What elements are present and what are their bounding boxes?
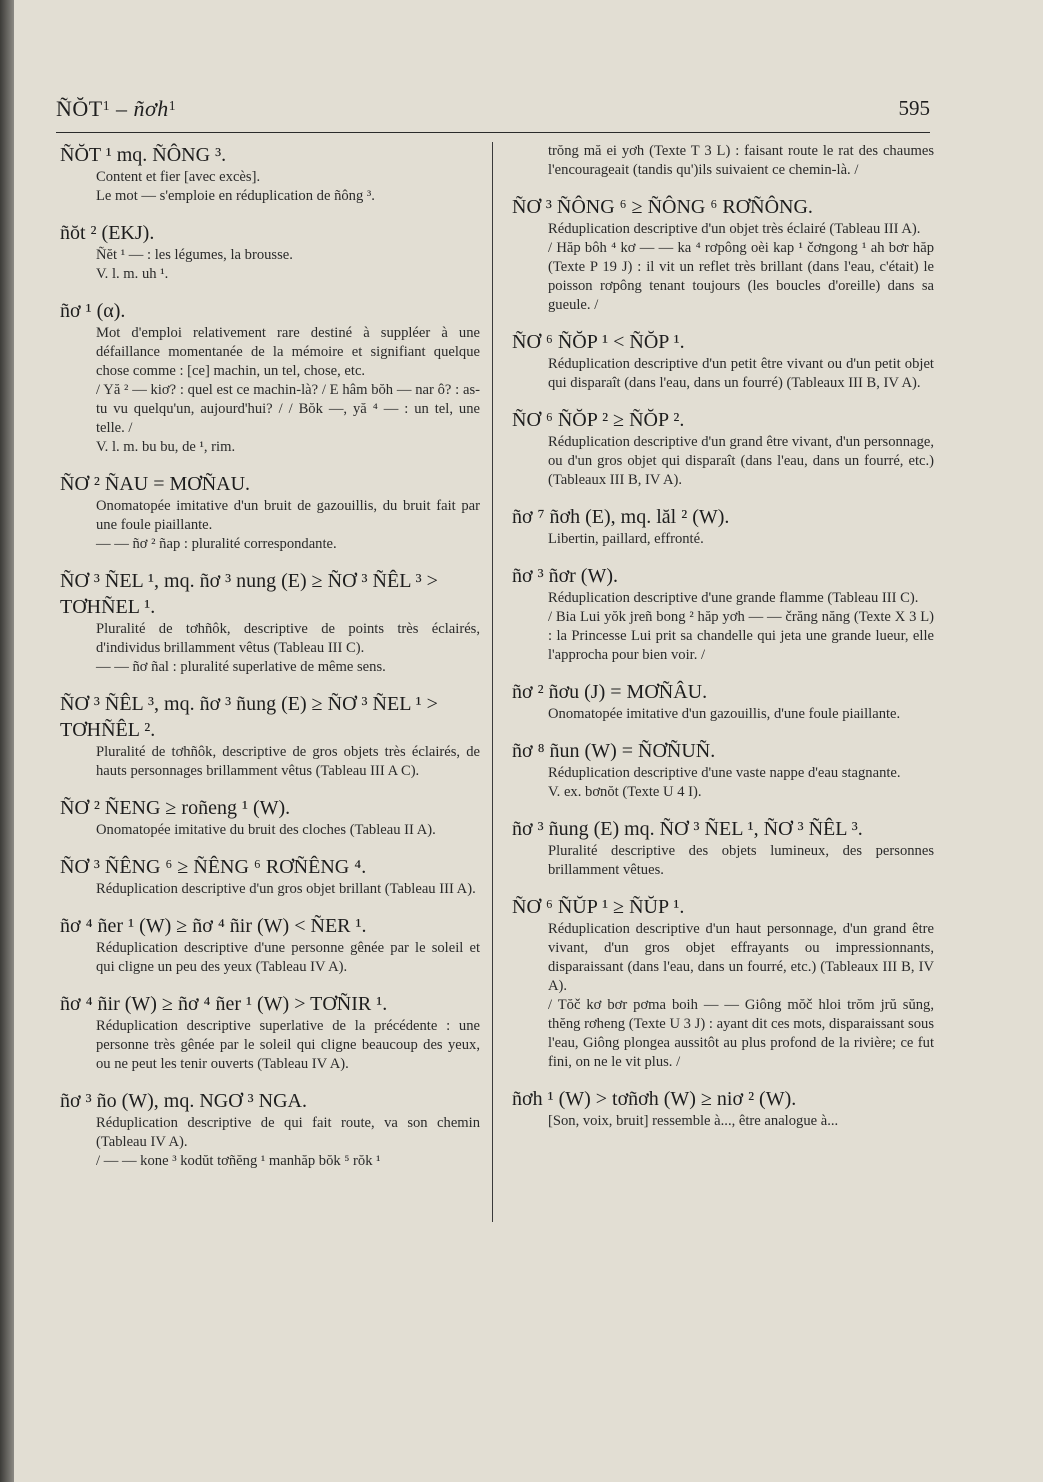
entry-definition: Content et fier [avec excès].: [96, 169, 261, 185]
entry-definition: Onomatopée imitative d'un bruit de gazouillis, du bruit fait par une foule piaillante.: [96, 498, 480, 533]
dictionary-entry: [60, 1088, 480, 1171]
entry-definition: trŏng mă ei yơh (Texte T 3 L) : faisant route le rat des chaumes l'encourageait (tandis qu')ils suivaient ce chemin-là. /: [548, 143, 934, 178]
header-last-sup: 1: [168, 97, 177, 113]
dictionary-entry: [512, 504, 934, 549]
dictionary-entry: [512, 329, 934, 393]
entry-definition: Libertin, paillard, effronté.: [548, 531, 704, 547]
entry-headword: ÑŎT ¹ mq. ÑÔNG ³.: [60, 144, 227, 166]
dictionary-entry: [60, 854, 480, 899]
entry-definition: Onomatopée imitative du bruit des cloches (Tableau II A).: [96, 822, 436, 838]
header-first-sup: 1: [102, 97, 111, 113]
entry-definition: — — ñơ ² ñap : pluralité correspondante.: [96, 536, 337, 552]
page-number: 595: [898, 96, 930, 120]
header-first-headword: ÑŎT: [56, 96, 103, 121]
entry-headword: ÑƠ ⁶ ÑŎP ² ≥ ÑŎP ².: [512, 409, 685, 431]
entry-definition: Réduplication descriptive d'un haut personnage, d'un grand être vivant, d'un gros objet effrayants ou impressionnants, disparaissant (dans l'eau, dans un fourré, etc.) (Tableaux III B, IV A).: [548, 921, 934, 994]
entry-headword: ÑƠ ³ ÑÊNG ⁶ ≥ ÑÊNG ⁶ RƠÑÊNG ⁴.: [60, 856, 367, 878]
entry-definition: Réduplication descriptive d'une personne gênée par le soleil et qui cligne un peu des yeux (Tableau IV A).: [96, 940, 480, 975]
entry-definition: Réduplication descriptive d'une grande flamme (Tableau III C).: [548, 590, 919, 606]
entry-definition: Réduplication descriptive d'une vaste nappe d'eau stagnante.: [548, 765, 901, 781]
dictionary-entry: [60, 471, 480, 554]
entry-definition: V. ex. bơnŏt (Texte U 4 I).: [548, 784, 702, 800]
entry-headword: ÑƠ ⁶ ÑŎP ¹ < ÑŎP ¹.: [512, 331, 685, 353]
entry-definition: Pluralité descriptive des objets lumineux, des personnes brillamment vêtues.: [548, 843, 934, 878]
dictionary-entry: [60, 795, 480, 840]
column-divider: [492, 142, 493, 1222]
entry-headword: ñơ ³ ñơr (W).: [512, 565, 619, 587]
dictionary-entry: [512, 894, 934, 1072]
entry-headword: ñơ ³ ñung (E) mq. ÑƠ ³ ÑEL ¹, ÑƠ ³ ÑÊL ³.: [512, 818, 863, 840]
entry-definition: [Son, voix, bruit] ressemble à..., être analogue à...: [548, 1113, 839, 1129]
entry-definition: V. l. m. bu bu, de ¹, rim.: [96, 439, 236, 455]
entry-headword: ñơ ¹ (α).: [60, 300, 126, 322]
left-column: [60, 142, 480, 1185]
entry-definition: / Hăp bôh ⁴ kơ — — ka ⁴ rơpông oèi kap ¹ čơngong ¹ ah bơr hăp (Texte P 19 J) : il vit un reflet très brillant (dans l'eau, c'était) le poisson rơpông tenant toujours (les boucles d'oreille) dans sa gueule. /: [548, 240, 934, 313]
entry-definition: / Bia Lui yŏk jreñ bong ² hăp yơh — — črăng năng (Texte X 3 L) : la Princesse Lui prit sa chandelle qui jeta une grande lueur, elle l'approcha pour bien voir. /: [548, 609, 934, 663]
entry-headword: ñơ ⁴ ñir (W) ≥ ñơ ⁴ ñer ¹ (W) > TƠÑIR ¹.: [60, 993, 388, 1015]
dictionary-entry: [512, 816, 934, 880]
entry-definition: — — ñơ ñal : pluralité superlative de même sens.: [96, 659, 386, 675]
book-binding: [0, 0, 14, 1482]
entry-headword: ÑƠ ³ ÑÊL ³, mq. ñơ ³ ñung (E) ≥ ÑƠ ³ ÑEL ¹ > TƠHÑÊL ².: [60, 693, 438, 741]
entry-definition: / — — kone ³ kodŭt tơñĕng ¹ manhăp bŏk ⁵ rŏk ¹: [96, 1153, 381, 1169]
header-last-headword: ñơh: [133, 96, 169, 121]
entry-definition: Ñĕt ¹ — : les légumes, la brousse.: [96, 247, 293, 263]
entry-definition: Mot d'emploi relativement rare destiné à suppléer à une défaillance momentanée de la mémoire et signifiant quelque chose comme : [ce] machin, un tel, chose, etc.: [96, 325, 480, 379]
dictionary-entry: [60, 691, 480, 781]
entry-definition: Réduplication descriptive superlative de la précédente : une personne très gênée par le soleil qui cligne beaucoup des yeux, ou ne peut les tenir ouverts (Tableau IV A).: [96, 1018, 480, 1072]
dictionary-entry: [60, 991, 480, 1074]
dictionary-entry: [512, 563, 934, 665]
dictionary-entry: [512, 142, 934, 180]
entry-headword: ÑƠ ² ÑAU = MƠÑAU.: [60, 473, 251, 495]
entry-definition: Pluralité de tơhñôk, descriptive de gros objets très éclairés, de hauts personnages brillamment vêtus (Tableau III A C).: [96, 744, 480, 779]
dictionary-entry: [60, 913, 480, 977]
entry-definition: / Tŏč kơ bơr pơma boih — — Giông mŏč hloi trŏm jrŭ sŭng, thĕng rơheng (Texte U 3 J) : ayant dit ces mots, disparaissant sous l'eau, Giông plongea aussitôt au plus profond de la rivière; ce fut fini, on ne le vit plus. /: [548, 997, 934, 1070]
entry-definition: Pluralité de tơhñôk, descriptive de points très éclairés, d'individus brillamment vêtus (Tableau III C).: [96, 621, 480, 656]
entry-headword: ÑƠ ² ÑENG ≥ roñeng ¹ (W).: [60, 797, 291, 819]
entry-definition: Réduplication descriptive d'un gros objet brillant (Tableau III A).: [96, 881, 476, 897]
entry-definition: / Yă ² — kiơ? : quel est ce machin-là? / E hâm bŏh — nar ô? : as-tu vu quelqu'un, aujourd'hui? / / Bŏk —, yă ⁴ — : un tel, une telle. /: [96, 382, 480, 436]
entry-definition: Réduplication descriptive de qui fait route, va son chemin (Tableau IV A).: [96, 1115, 480, 1150]
entry-definition: Onomatopée imitative d'un gazouillis, d'une foule piaillante.: [548, 706, 901, 722]
entry-headword: ñŏt ² (EKJ).: [60, 222, 155, 244]
entry-headword: ñơ ⁸ ñun (W) = ÑƠÑUÑ.: [512, 740, 716, 762]
entry-headword: ñơ ⁴ ñer ¹ (W) ≥ ñơ ⁴ ñir (W) < ÑER ¹.: [60, 915, 367, 937]
entry-headword: ñơ ⁷ ñơh (E), mq. lăl ² (W).: [512, 506, 730, 528]
entry-definition: Réduplication descriptive d'un objet très éclairé (Tableau III A).: [548, 221, 921, 237]
dictionary-entry: [60, 220, 480, 284]
entry-definition: Réduplication descriptive d'un grand être vivant, d'un personnage, ou d'un gros objet qui disparaît (dans l'eau, dans un fourré, etc.) (Tableaux III B, IV A).: [548, 434, 934, 488]
dictionary-entry: [512, 738, 934, 802]
dictionary-entry: [512, 679, 934, 724]
entry-headword: ñơ ³ ño (W), mq. NGƠ ³ NGA.: [60, 1090, 307, 1112]
running-header: [56, 96, 930, 126]
entry-definition: Le mot — s'emploie en réduplication de ñông ³.: [96, 188, 375, 204]
entry-definition: V. l. m. uh ¹.: [96, 266, 169, 282]
entry-definition: Réduplication descriptive d'un petit être vivant ou d'un petit objet qui disparaît (dans l'eau, dans un fourré) (Tableaux III B, IV A).: [548, 356, 934, 391]
entry-headword: ñơ ² ñơu (J) = MƠÑÂU.: [512, 681, 708, 703]
header-separator: –: [110, 96, 134, 121]
entry-headword: ÑƠ ³ ÑÔNG ⁶ ≥ ÑÔNG ⁶ RƠÑÔNG.: [512, 196, 813, 218]
header-entry-range: [56, 96, 176, 122]
entry-headword: ÑƠ ³ ÑEL ¹, mq. ñơ ³ nung (E) ≥ ÑƠ ³ ÑÊL ³ > TƠHÑEL ¹.: [60, 570, 438, 618]
dictionary-entry: [60, 298, 480, 457]
dictionary-entry: [512, 194, 934, 315]
entry-headword: ÑƠ ⁶ ÑŬP ¹ ≥ ÑŬP ¹.: [512, 896, 685, 918]
entry-headword: ñơh ¹ (W) > tơñơh (W) ≥ niơ ² (W).: [512, 1088, 797, 1110]
dictionary-entry: [512, 1086, 934, 1131]
dictionary-entry: [60, 568, 480, 677]
right-column: [512, 142, 934, 1145]
dictionary-entry: [512, 407, 934, 490]
header-rule: [56, 132, 930, 133]
dictionary-entry: [60, 142, 480, 206]
